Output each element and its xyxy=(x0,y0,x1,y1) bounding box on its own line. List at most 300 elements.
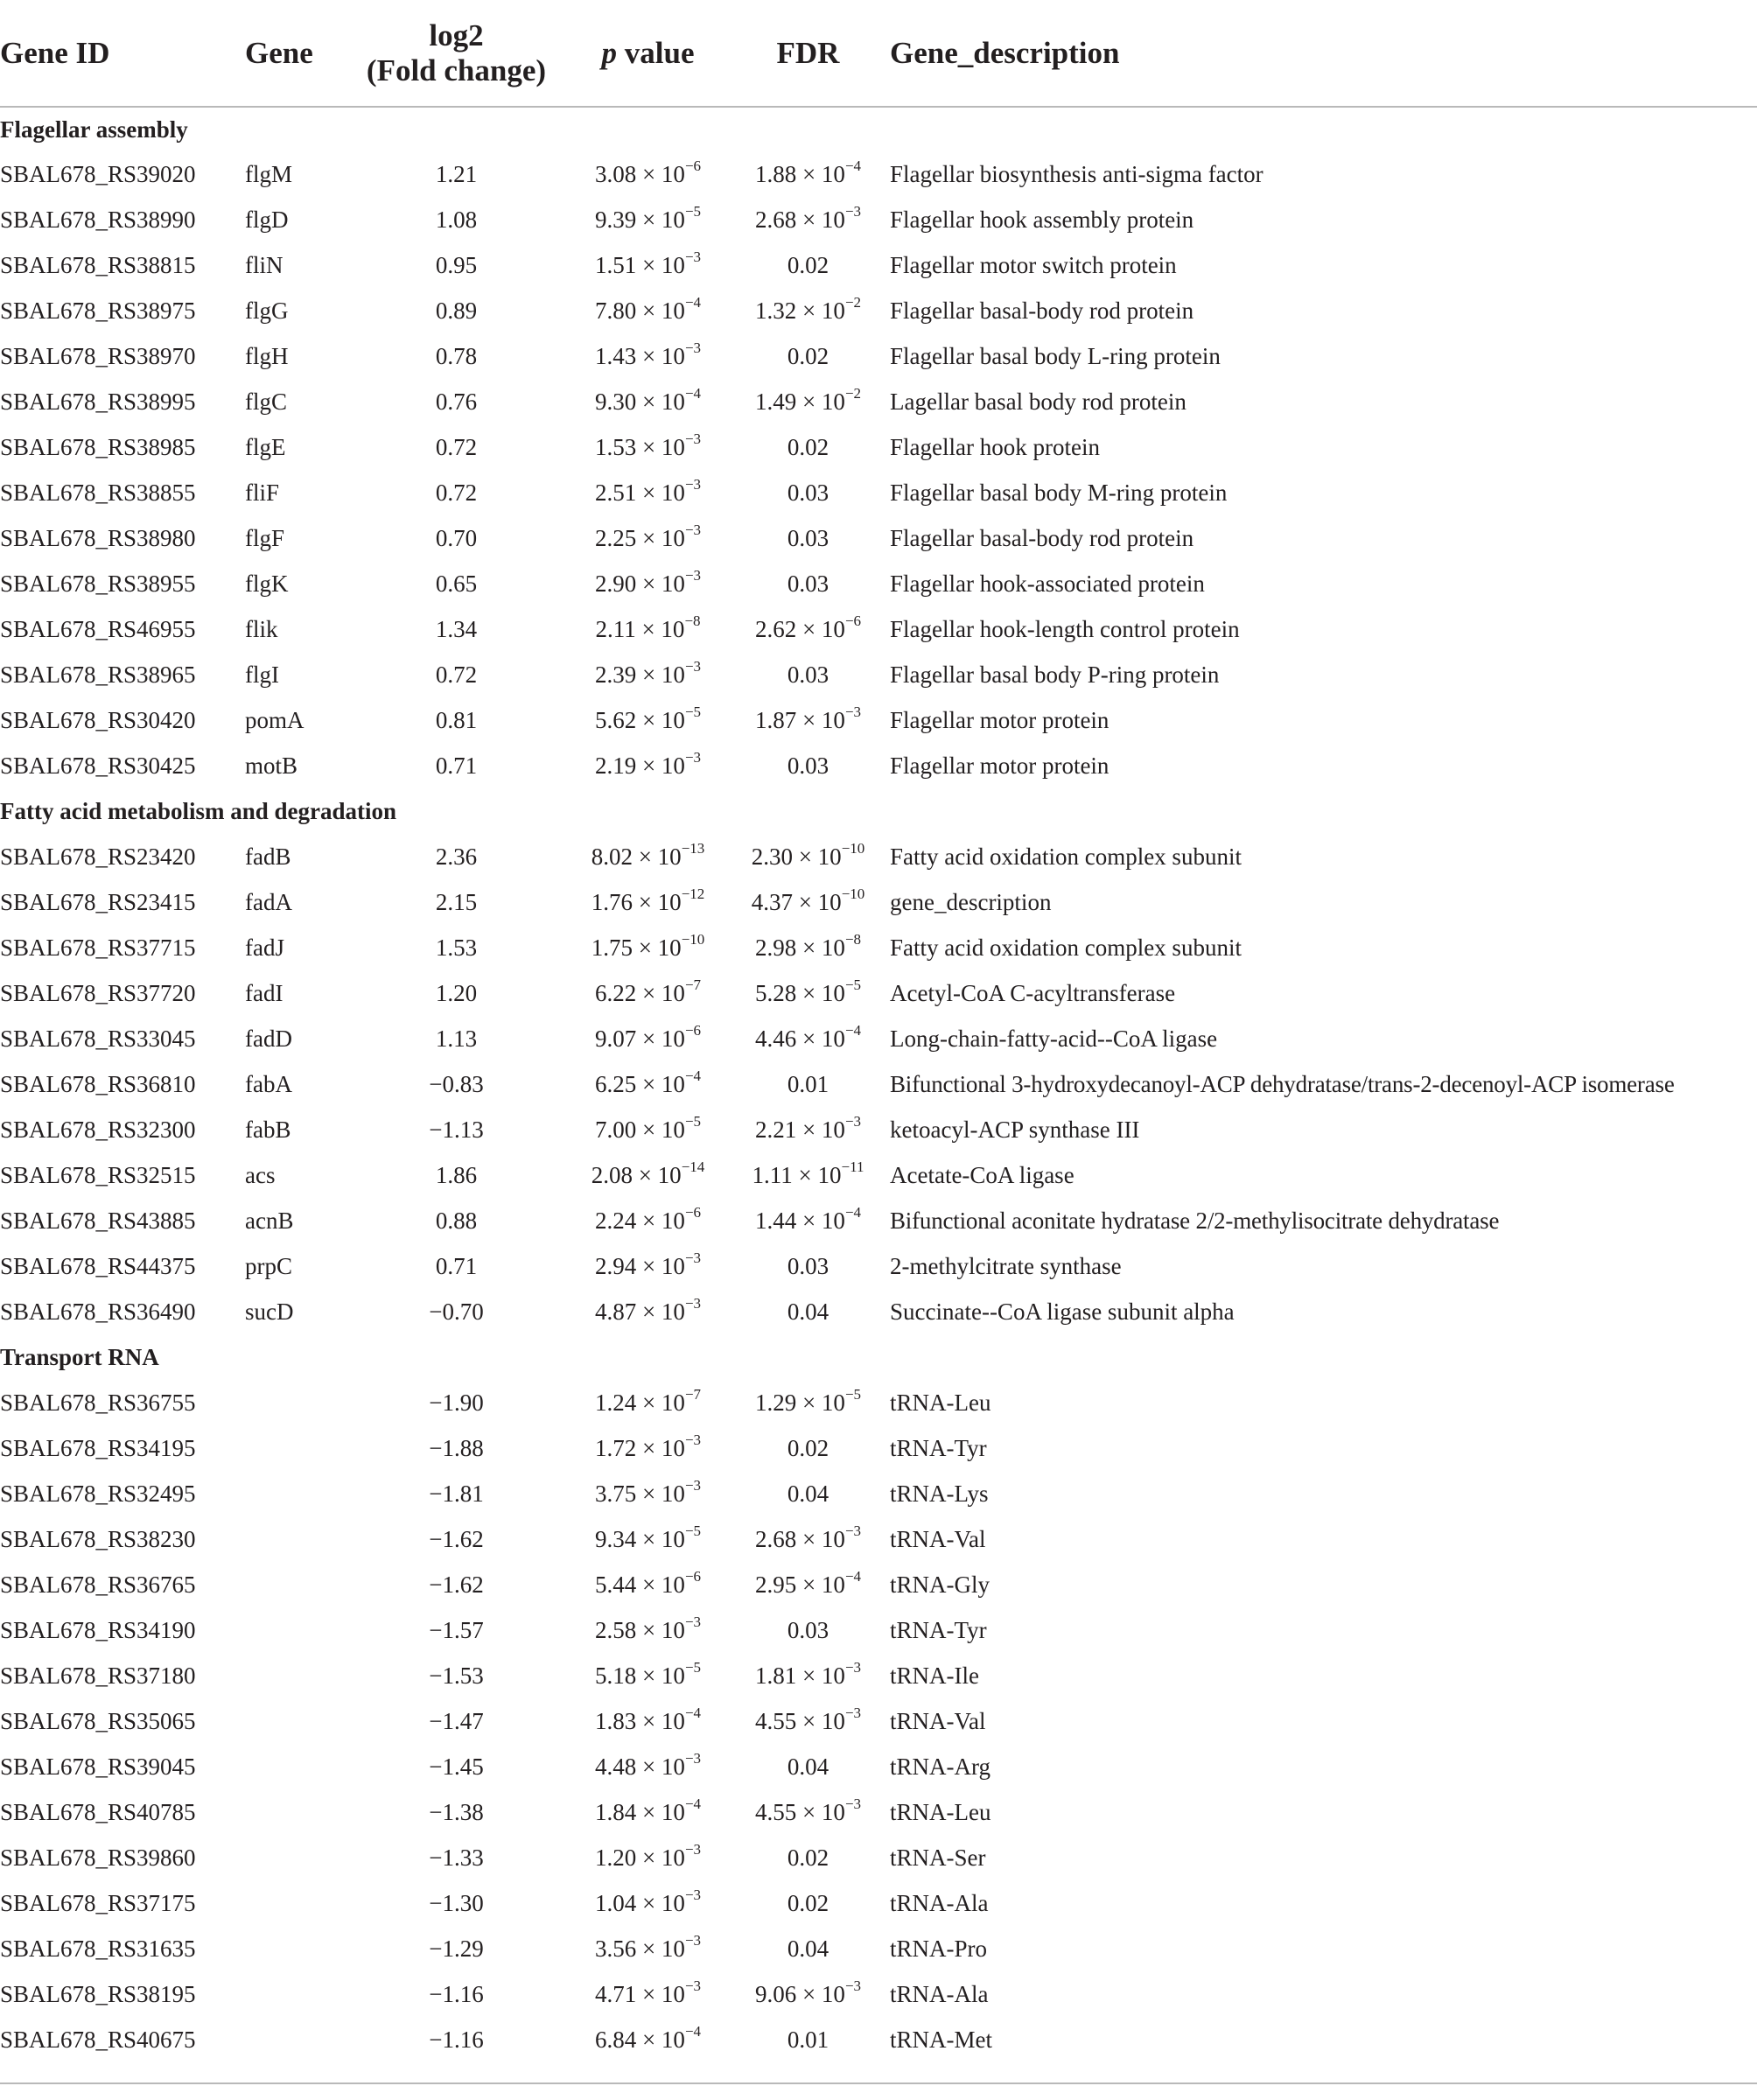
cell-gene-id: SBAL678_RS38815 xyxy=(0,252,196,278)
cell-p-value xyxy=(570,515,726,561)
cell-gene: fadD xyxy=(245,1026,292,1052)
fdr-mantissa: 1.81 × 10 xyxy=(754,1662,845,1689)
p-value-mantissa: 9.39 × 10 xyxy=(594,206,685,233)
p-value-mantissa: 5.44 × 10 xyxy=(594,1572,685,1598)
cell-fdr xyxy=(726,1380,890,1425)
cell-gene-id: SBAL678_RS39020 xyxy=(0,161,196,187)
cell-gene-description: tRNA-Ile xyxy=(890,1662,979,1689)
fdr-exponent: −8 xyxy=(844,931,862,948)
cell-p-value xyxy=(570,288,726,333)
p-value-exponent: −3 xyxy=(684,1978,702,1994)
cell-fold-change: −0.70 xyxy=(429,1298,484,1325)
table-row xyxy=(0,1971,1757,2017)
p-value-exponent: −3 xyxy=(684,749,702,766)
cell-gene-id: SBAL678_RS40785 xyxy=(0,1799,196,1825)
cell-fold-change: 0.72 xyxy=(435,662,478,688)
cell-gene-description: Bifunctional aconitate hydratase 2/2-methylisocitrate dehydratase xyxy=(890,1208,1500,1234)
cell-p-value xyxy=(570,1926,726,1971)
cell-gene-description: Lagellar basal body rod protein xyxy=(890,388,1186,415)
cell-gene: flgE xyxy=(245,434,286,460)
cell-p-value xyxy=(570,2017,726,2062)
table-row xyxy=(0,379,1757,424)
cell-p-value xyxy=(570,925,726,970)
p-value-exponent: −3 xyxy=(684,340,702,356)
cell-fdr xyxy=(726,652,890,697)
cell-gene-description: Flagellar basal body M-ring protein xyxy=(890,480,1228,506)
cell-fold-change: −1.45 xyxy=(429,1754,484,1780)
cell-gene-id: SBAL678_RS36765 xyxy=(0,1572,196,1598)
cell-gene: prpC xyxy=(245,1253,292,1279)
cell-gene-description: ketoacyl-ACP synthase III xyxy=(890,1116,1140,1143)
fdr-exponent: −2 xyxy=(844,385,862,402)
cell-fold-change: 0.71 xyxy=(435,1253,478,1279)
cell-fdr xyxy=(726,515,890,561)
fdr-mantissa: 0.03 xyxy=(787,1253,830,1279)
cell-p-value xyxy=(570,1289,726,1334)
cell-gene xyxy=(245,1698,343,1744)
cell-gene-description: Flagellar basal-body rod protein xyxy=(890,298,1194,324)
table-row xyxy=(0,1425,1757,1471)
header-gene-id: Gene ID xyxy=(0,0,245,107)
table-row xyxy=(0,1198,1757,1243)
p-value-mantissa: 1.24 × 10 xyxy=(594,1390,685,1416)
p-value-mantissa: 2.51 × 10 xyxy=(594,480,685,506)
cell-fold-change: 0.81 xyxy=(435,707,478,733)
cell-p-value xyxy=(570,1607,726,1653)
cell-p-value xyxy=(570,606,726,652)
cell-p-value xyxy=(570,1425,726,1471)
section-title: Flagellar assembly xyxy=(0,116,188,143)
fdr-mantissa: 2.68 × 10 xyxy=(754,206,845,233)
p-value-exponent: −3 xyxy=(684,522,702,538)
cell-fold-change: 1.13 xyxy=(435,1026,478,1052)
cell-fdr xyxy=(726,1516,890,1562)
cell-fdr xyxy=(726,288,890,333)
cell-gene xyxy=(245,1471,343,1516)
table-row xyxy=(0,1562,1757,1607)
cell-gene-description: Succinate--CoA ligase subunit alpha xyxy=(890,1298,1235,1325)
cell-gene-description: tRNA-Pro xyxy=(890,1936,988,1962)
cell-fold-change: 0.95 xyxy=(435,252,478,278)
cell-fold-change: −1.33 xyxy=(429,1844,484,1871)
cell-p-value xyxy=(570,379,726,424)
table-row xyxy=(0,1016,1757,1061)
fdr-mantissa: 0.02 xyxy=(787,343,830,369)
fdr-mantissa: 4.55 × 10 xyxy=(754,1799,845,1825)
table-row xyxy=(0,1698,1757,1744)
p-value-exponent: −4 xyxy=(684,2023,702,2040)
cell-fdr xyxy=(726,1971,890,2017)
cell-fold-change: −1.62 xyxy=(429,1526,484,1552)
cell-gene-description: Bifunctional 3-hydroxydecanoyl-ACP dehydratase/trans-2-decenoyl-ACP isomerase xyxy=(890,1071,1675,1097)
cell-gene-id: SBAL678_RS23415 xyxy=(0,889,196,915)
fdr-mantissa: 1.49 × 10 xyxy=(754,388,845,415)
table-row xyxy=(0,2017,1757,2062)
fdr-mantissa: 0.02 xyxy=(787,434,830,460)
p-value-exponent: −4 xyxy=(684,1068,702,1084)
cell-gene xyxy=(245,1744,343,1789)
cell-p-value xyxy=(570,1471,726,1516)
cell-gene: fadJ xyxy=(245,934,284,961)
cell-gene-id: SBAL678_RS38230 xyxy=(0,1526,196,1552)
cell-gene xyxy=(245,1607,343,1653)
table-row xyxy=(0,197,1757,242)
cell-p-value xyxy=(570,1880,726,1926)
cell-fold-change: −1.13 xyxy=(429,1116,484,1143)
fdr-mantissa: 0.03 xyxy=(787,570,830,597)
cell-fdr xyxy=(726,151,890,197)
cell-fdr xyxy=(726,1425,890,1471)
p-value-exponent: −3 xyxy=(684,430,702,447)
cell-gene-id: SBAL678_RS32300 xyxy=(0,1116,196,1143)
cell-gene-id: SBAL678_RS34195 xyxy=(0,1435,196,1461)
cell-fdr xyxy=(726,697,890,743)
cell-gene: fadB xyxy=(245,844,291,870)
fdr-mantissa: 0.02 xyxy=(787,1890,830,1916)
cell-gene-description: Flagellar hook protein xyxy=(890,434,1100,460)
cell-fold-change: 1.53 xyxy=(435,934,478,961)
cell-gene-id: SBAL678_RS30420 xyxy=(0,707,196,733)
cell-p-value xyxy=(570,424,726,470)
header-p-value xyxy=(570,0,726,107)
p-value-exponent: −5 xyxy=(684,203,702,220)
cell-gene-description: Flagellar basal body L-ring protein xyxy=(890,343,1221,369)
cell-gene-description: tRNA-Tyr xyxy=(890,1617,987,1643)
cell-gene: flgH xyxy=(245,343,289,369)
p-value-mantissa: 1.76 × 10 xyxy=(591,889,682,915)
fdr-mantissa: 2.95 × 10 xyxy=(754,1572,845,1598)
cell-fold-change: −0.83 xyxy=(429,1071,484,1097)
fdr-mantissa: 9.06 × 10 xyxy=(754,1981,845,2007)
table-row xyxy=(0,1607,1757,1653)
section-header-row xyxy=(0,788,1757,834)
cell-p-value xyxy=(570,697,726,743)
fdr-mantissa: 2.21 × 10 xyxy=(754,1116,845,1143)
cell-gene-description: tRNA-Ser xyxy=(890,1844,986,1871)
cell-fdr xyxy=(726,242,890,288)
fdr-mantissa: 1.44 × 10 xyxy=(754,1208,845,1234)
table-row xyxy=(0,834,1757,879)
cell-fdr xyxy=(726,424,890,470)
p-value-exponent: −3 xyxy=(684,1614,702,1630)
cell-p-value xyxy=(570,561,726,606)
p-value-mantissa: 1.04 × 10 xyxy=(594,1890,685,1916)
fdr-mantissa: 0.02 xyxy=(787,252,830,278)
cell-fold-change: 0.76 xyxy=(435,388,478,415)
cell-gene-id: SBAL678_RS46955 xyxy=(0,616,196,642)
cell-fdr xyxy=(726,1926,890,1971)
cell-fold-change: −1.53 xyxy=(429,1662,484,1689)
cell-p-value xyxy=(570,1152,726,1198)
fdr-mantissa: 0.03 xyxy=(787,662,830,688)
p-value-exponent: −3 xyxy=(684,1295,702,1312)
section-header-row xyxy=(0,107,1757,151)
p-value-mantissa: 3.56 × 10 xyxy=(594,1936,685,1962)
p-value-mantissa: 2.25 × 10 xyxy=(594,525,685,551)
table-row xyxy=(0,424,1757,470)
cell-fdr xyxy=(726,879,890,925)
cell-gene-id: SBAL678_RS32515 xyxy=(0,1162,196,1188)
header-gene-description: Gene_description xyxy=(890,0,1757,107)
cell-p-value xyxy=(570,834,726,879)
cell-fdr xyxy=(726,1653,890,1698)
cell-fold-change: 0.88 xyxy=(435,1208,478,1234)
p-value-mantissa: 6.25 × 10 xyxy=(594,1071,685,1097)
cell-gene: flgG xyxy=(245,298,289,324)
cell-gene: fabA xyxy=(245,1071,292,1097)
table-row xyxy=(0,1380,1757,1425)
fdr-mantissa: 4.55 × 10 xyxy=(754,1708,845,1734)
table-row xyxy=(0,1289,1757,1334)
cell-gene: fliF xyxy=(245,480,280,506)
cell-fdr xyxy=(726,970,890,1016)
cell-p-value xyxy=(570,1198,726,1243)
cell-gene-description: tRNA-Arg xyxy=(890,1754,991,1780)
cell-gene-description: Flagellar hook-length control protein xyxy=(890,616,1240,642)
p-value-mantissa: 1.43 × 10 xyxy=(594,343,685,369)
fdr-exponent: −3 xyxy=(844,1796,862,1812)
p-value-exponent: −8 xyxy=(684,612,701,629)
cell-gene-description: Acetate-CoA ligase xyxy=(890,1162,1074,1188)
cell-fold-change: 0.71 xyxy=(435,752,478,779)
cell-gene-description: 2-methylcitrate synthase xyxy=(890,1253,1122,1279)
cell-gene-id: SBAL678_RS38195 xyxy=(0,1981,196,2007)
table-row xyxy=(0,1243,1757,1289)
cell-p-value xyxy=(570,1835,726,1880)
cell-fdr xyxy=(726,834,890,879)
cell-p-value xyxy=(570,1016,726,1061)
fdr-mantissa: 1.87 × 10 xyxy=(754,707,845,733)
table-header xyxy=(0,0,1757,107)
fdr-mantissa: 1.88 × 10 xyxy=(754,161,845,187)
fdr-mantissa: 1.29 × 10 xyxy=(754,1390,845,1416)
fdr-exponent: −10 xyxy=(841,886,865,902)
cell-gene-description: Acetyl-CoA C-acyltransferase xyxy=(890,980,1176,1006)
cell-fdr xyxy=(726,1471,890,1516)
p-value-mantissa: 2.39 × 10 xyxy=(594,662,685,688)
cell-gene: fabB xyxy=(245,1116,291,1143)
cell-gene: fadA xyxy=(245,889,292,915)
cell-fold-change: 1.20 xyxy=(435,980,478,1006)
cell-gene-id: SBAL678_RS38855 xyxy=(0,480,196,506)
header-gene: Gene xyxy=(245,0,343,107)
cell-gene xyxy=(245,1971,343,2017)
fdr-exponent: −3 xyxy=(844,1522,862,1539)
cell-fdr xyxy=(726,1607,890,1653)
fdr-mantissa: 2.30 × 10 xyxy=(751,844,842,870)
p-value-mantissa: 1.83 × 10 xyxy=(594,1708,685,1734)
cell-fold-change: 0.72 xyxy=(435,480,478,506)
cell-gene-id: SBAL678_RS40675 xyxy=(0,2026,196,2053)
table-row xyxy=(0,1107,1757,1152)
cell-gene-id: SBAL678_RS37715 xyxy=(0,934,196,961)
cell-gene-description: Long-chain-fatty-acid--CoA ligase xyxy=(890,1026,1218,1052)
fdr-mantissa: 0.04 xyxy=(787,1298,830,1325)
fdr-exponent: −5 xyxy=(844,1386,862,1403)
p-value-exponent: −5 xyxy=(684,1659,702,1676)
p-value-exponent: −3 xyxy=(684,1250,702,1266)
table-row xyxy=(0,925,1757,970)
cell-gene-id: SBAL678_RS43885 xyxy=(0,1208,196,1234)
cell-p-value xyxy=(570,1653,726,1698)
cell-gene-id: SBAL678_RS34190 xyxy=(0,1617,196,1643)
cell-gene-id: SBAL678_RS39860 xyxy=(0,1844,196,1871)
cell-gene-id: SBAL678_RS38965 xyxy=(0,662,196,688)
p-value-exponent: −5 xyxy=(684,704,702,720)
table-row xyxy=(0,970,1757,1016)
cell-gene-id: SBAL678_RS37175 xyxy=(0,1890,196,1916)
table-bottom-rule xyxy=(0,2082,1757,2084)
cell-gene-id: SBAL678_RS38980 xyxy=(0,525,196,551)
cell-fdr xyxy=(726,1198,890,1243)
cell-gene-description: tRNA-Val xyxy=(890,1526,986,1552)
cell-p-value xyxy=(570,970,726,1016)
cell-fdr xyxy=(726,925,890,970)
cell-gene-description: Flagellar hook-associated protein xyxy=(890,570,1205,597)
fdr-exponent: −11 xyxy=(841,1158,864,1175)
cell-p-value xyxy=(570,1698,726,1744)
cell-gene-id: SBAL678_RS35065 xyxy=(0,1708,196,1734)
section-title: Transport RNA xyxy=(0,1344,159,1370)
cell-gene-id: SBAL678_RS37180 xyxy=(0,1662,196,1689)
cell-fdr xyxy=(726,1107,890,1152)
cell-fold-change: 0.78 xyxy=(435,343,478,369)
cell-fold-change: −1.62 xyxy=(429,1572,484,1598)
fdr-mantissa: 0.04 xyxy=(787,1936,830,1962)
p-value-mantissa: 2.11 × 10 xyxy=(595,616,685,642)
cell-fdr xyxy=(726,470,890,515)
table-row xyxy=(0,879,1757,925)
table-row xyxy=(0,652,1757,697)
fdr-mantissa: 0.02 xyxy=(787,1844,830,1871)
cell-gene-description: tRNA-Ala xyxy=(890,1981,989,2007)
table-row xyxy=(0,1835,1757,1880)
cell-gene-description: Flagellar basal-body rod protein xyxy=(890,525,1194,551)
p-value-exponent: −3 xyxy=(684,658,702,675)
cell-fdr xyxy=(726,606,890,652)
cell-p-value xyxy=(570,1562,726,1607)
cell-gene-description: tRNA-Met xyxy=(890,2026,992,2053)
header-fold-change-line2: (Fold change) xyxy=(366,52,547,88)
cell-p-value xyxy=(570,151,726,197)
fdr-mantissa: 1.11 × 10 xyxy=(752,1162,842,1188)
fdr-mantissa: 1.32 × 10 xyxy=(754,298,845,324)
cell-fdr xyxy=(726,1562,890,1607)
cell-fold-change: 2.15 xyxy=(435,889,478,915)
p-value-mantissa: 3.75 × 10 xyxy=(594,1480,685,1507)
cell-gene-id: SBAL678_RS38995 xyxy=(0,388,196,415)
cell-fold-change: 1.34 xyxy=(435,616,478,642)
p-value-exponent: −6 xyxy=(684,1204,702,1221)
p-value-exponent: −4 xyxy=(684,294,702,311)
table-row xyxy=(0,1880,1757,1926)
cell-fold-change: 0.65 xyxy=(435,570,478,597)
cell-fdr xyxy=(726,197,890,242)
cell-gene xyxy=(245,2017,343,2062)
p-value-exponent: −10 xyxy=(681,931,705,948)
fdr-mantissa: 0.03 xyxy=(787,480,830,506)
cell-p-value xyxy=(570,652,726,697)
cell-p-value xyxy=(570,1744,726,1789)
cell-gene-id: SBAL678_RS36755 xyxy=(0,1390,196,1416)
fdr-mantissa: 0.04 xyxy=(787,1480,830,1507)
cell-fold-change: −1.57 xyxy=(429,1617,484,1643)
cell-gene-id: SBAL678_RS32495 xyxy=(0,1480,196,1507)
cell-gene xyxy=(245,1380,343,1425)
fdr-exponent: −3 xyxy=(844,1659,862,1676)
p-value-exponent: −3 xyxy=(684,1477,702,1494)
cell-gene-description: tRNA-Leu xyxy=(890,1390,991,1416)
p-value-mantissa: 4.48 × 10 xyxy=(594,1754,685,1780)
table-row xyxy=(0,242,1757,288)
cell-gene xyxy=(245,1880,343,1926)
table-row xyxy=(0,561,1757,606)
p-value-mantissa: 7.80 × 10 xyxy=(594,298,685,324)
p-value-mantissa: 2.94 × 10 xyxy=(594,1253,685,1279)
fdr-exponent: −6 xyxy=(844,612,862,629)
cell-gene-description: tRNA-Tyr xyxy=(890,1435,987,1461)
p-value-mantissa: 2.19 × 10 xyxy=(594,752,685,779)
cell-gene: flgD xyxy=(245,206,289,233)
cell-gene-id: SBAL678_RS30425 xyxy=(0,752,196,779)
cell-gene-description: Fatty acid oxidation complex subunit xyxy=(890,844,1242,870)
p-value-exponent: −7 xyxy=(684,1386,702,1403)
cell-gene-id: SBAL678_RS36810 xyxy=(0,1071,196,1097)
p-value-exponent: −3 xyxy=(684,1432,702,1448)
header-fdr: FDR xyxy=(726,0,890,107)
cell-fold-change: 0.72 xyxy=(435,434,478,460)
cell-fdr xyxy=(726,1698,890,1744)
p-value-mantissa: 2.08 × 10 xyxy=(591,1162,682,1188)
header-p-value-italic: p xyxy=(601,35,617,70)
cell-gene xyxy=(245,1835,343,1880)
p-value-mantissa: 3.08 × 10 xyxy=(594,161,685,187)
cell-p-value xyxy=(570,879,726,925)
section-header-row xyxy=(0,1334,1757,1380)
cell-gene: flgK xyxy=(245,570,289,597)
cell-gene: motB xyxy=(245,752,298,779)
p-value-mantissa: 6.84 × 10 xyxy=(594,2026,685,2053)
p-value-exponent: −6 xyxy=(684,1568,702,1585)
cell-fold-change: −1.47 xyxy=(429,1708,484,1734)
fdr-mantissa: 0.01 xyxy=(787,2026,830,2053)
fdr-exponent: −4 xyxy=(844,1204,862,1221)
cell-gene-id: SBAL678_RS38975 xyxy=(0,298,196,324)
cell-fold-change: −1.16 xyxy=(429,1981,484,2007)
fdr-mantissa: 2.68 × 10 xyxy=(754,1526,845,1552)
p-value-exponent: −13 xyxy=(681,840,705,857)
header-fold-change-line1: log2 xyxy=(429,18,484,52)
cell-fdr xyxy=(726,333,890,379)
cell-fold-change: −1.30 xyxy=(429,1890,484,1916)
cell-p-value xyxy=(570,1380,726,1425)
p-value-exponent: −3 xyxy=(684,567,702,584)
cell-fold-change: −1.88 xyxy=(429,1435,484,1461)
p-value-mantissa: 2.24 × 10 xyxy=(594,1208,685,1234)
p-value-exponent: −4 xyxy=(684,385,702,402)
cell-p-value xyxy=(570,242,726,288)
cell-fdr xyxy=(726,379,890,424)
table-row xyxy=(0,1653,1757,1698)
fdr-exponent: −3 xyxy=(844,704,862,720)
p-value-exponent: −14 xyxy=(681,1158,705,1175)
cell-gene: sucD xyxy=(245,1298,294,1325)
cell-fdr xyxy=(726,1061,890,1107)
fdr-mantissa: 0.04 xyxy=(787,1754,830,1780)
header-row xyxy=(0,0,1757,107)
cell-gene xyxy=(245,1562,343,1607)
cell-fold-change: −1.16 xyxy=(429,2026,484,2053)
